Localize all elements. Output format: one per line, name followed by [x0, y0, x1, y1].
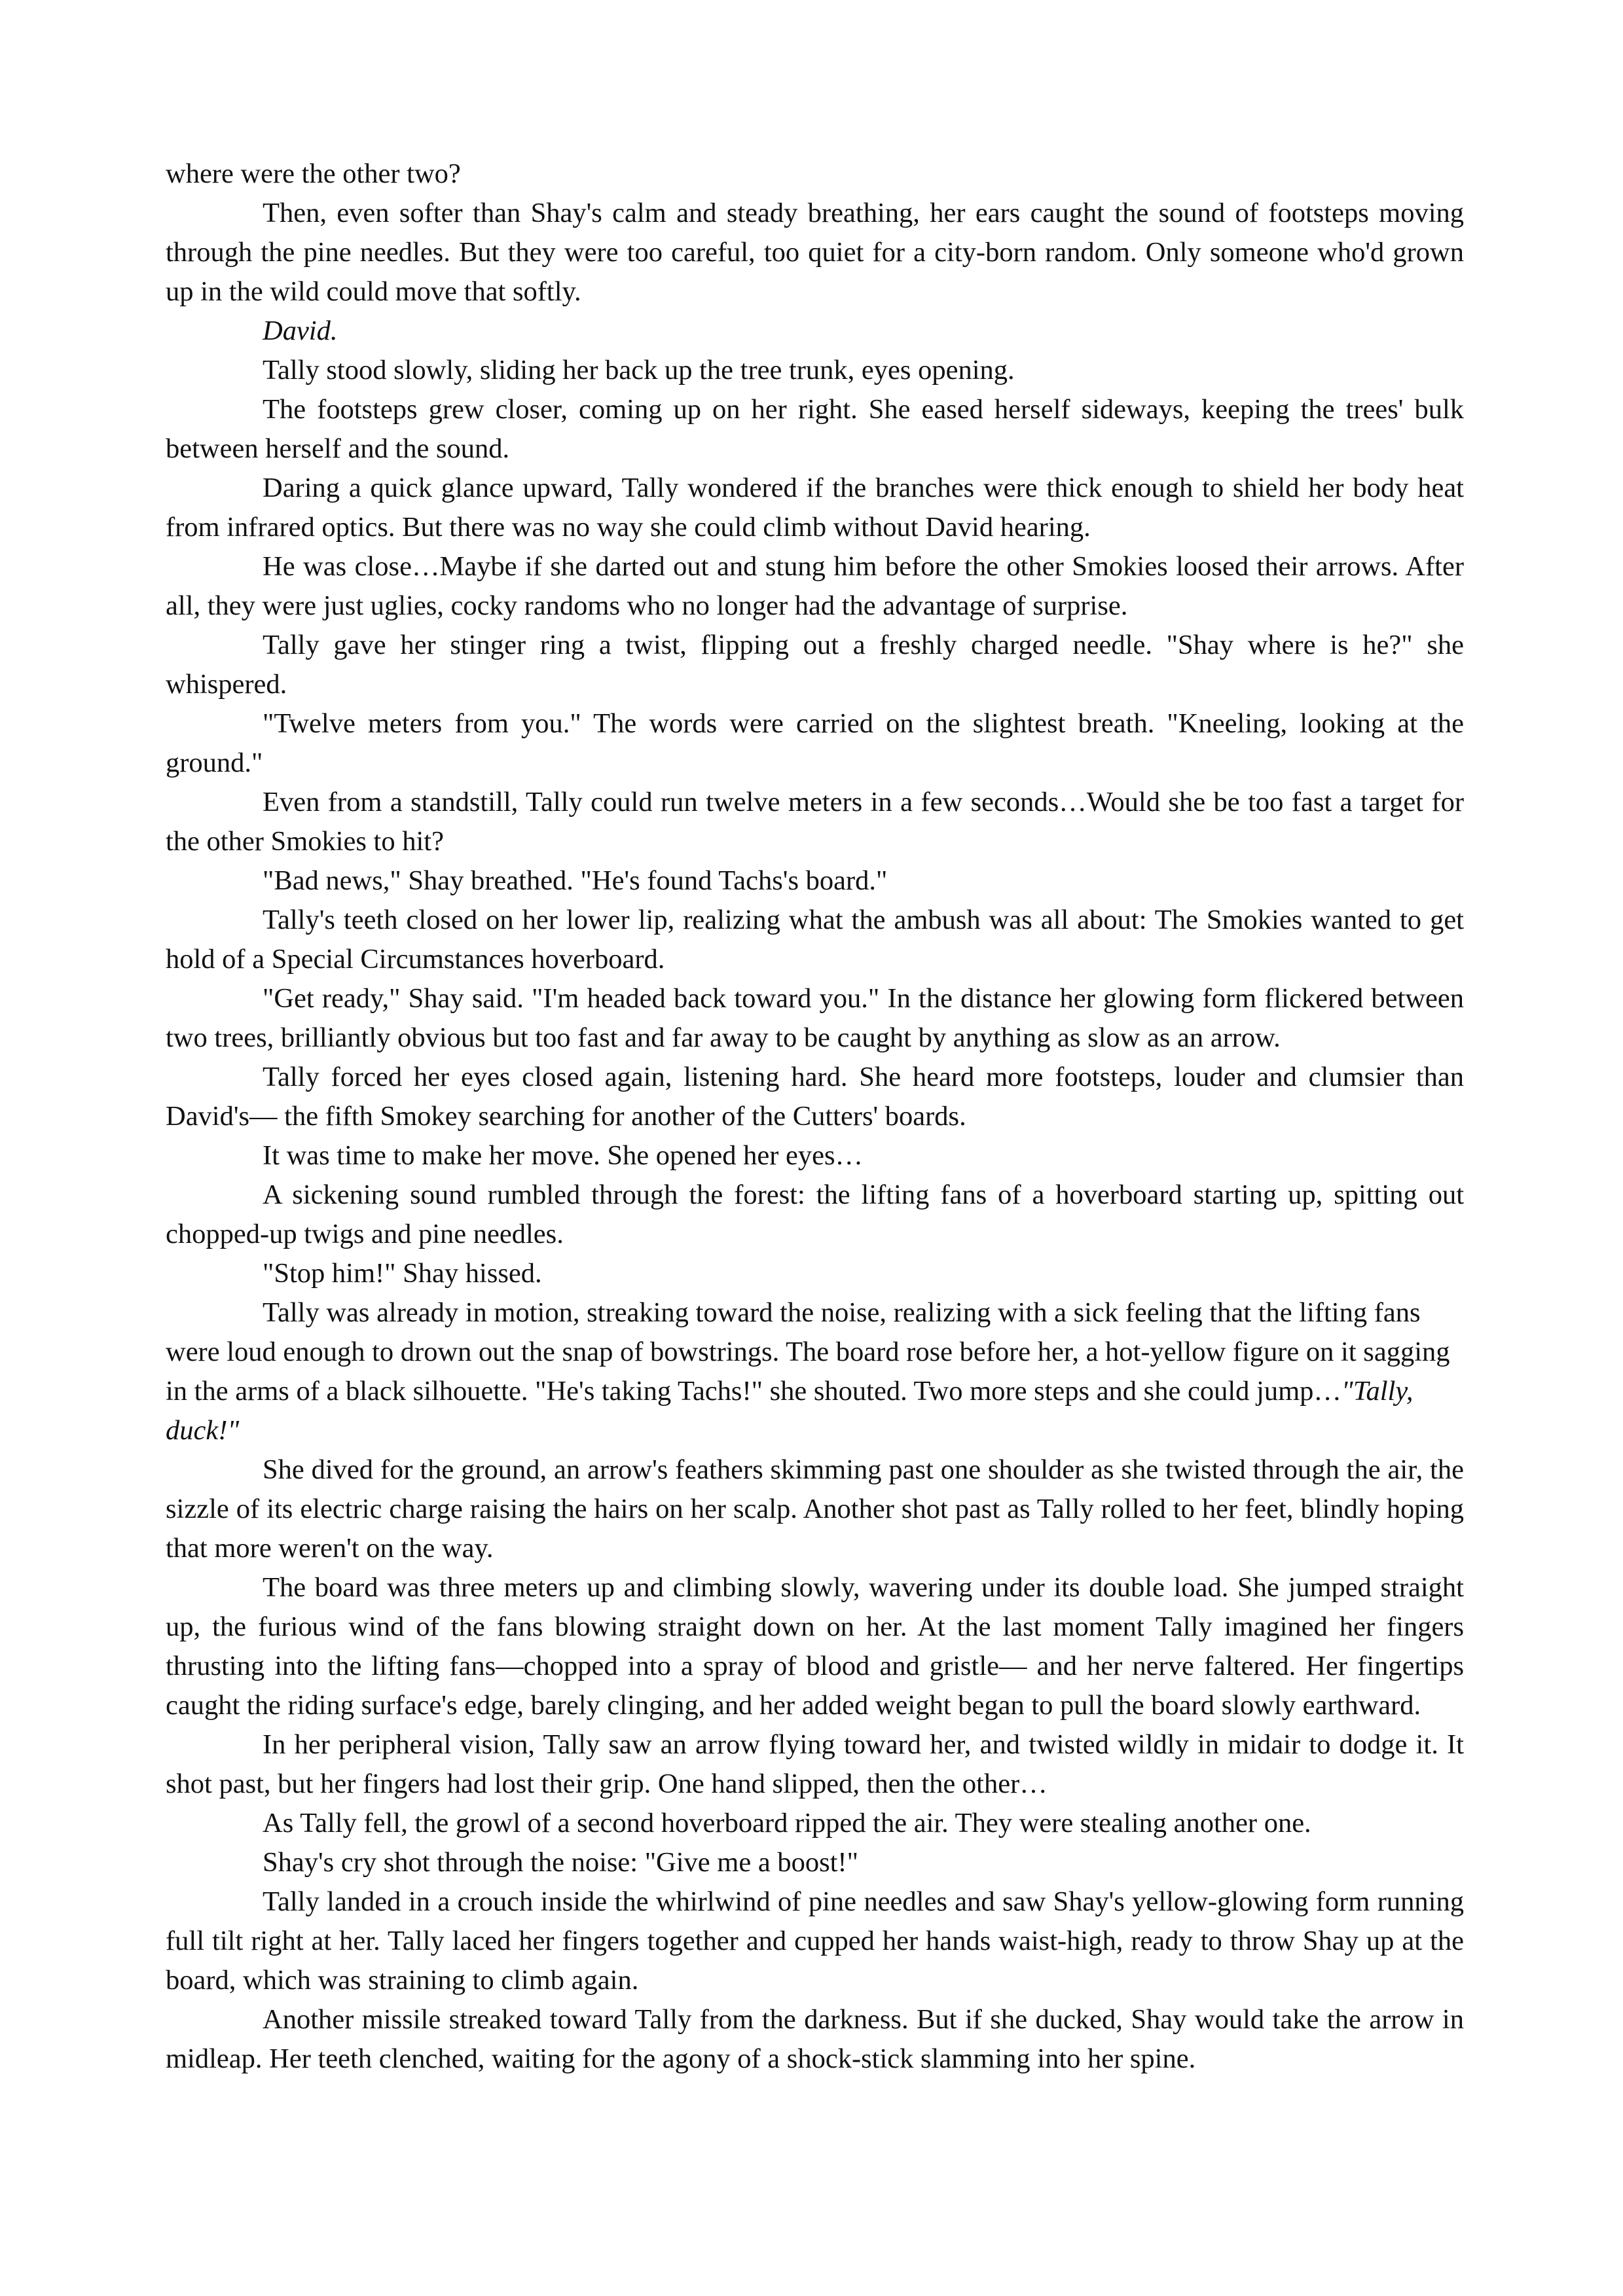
paragraph-4: [166, 351, 1464, 390]
paragraph-15-text: It was time to make her move. She opened her eyes…: [263, 1140, 864, 1171]
paragraph-7-text: He was close…Maybe if she darted out and stung him before the other Smokies loosed their arrows. After all, they were just uglies, cocky randoms who no longer had the advantage of surprise.: [166, 551, 1464, 621]
book-page: [166, 154, 1464, 2079]
paragraph-16: [166, 1175, 1464, 1254]
paragraph-18: [166, 1293, 1464, 1450]
paragraph-3-text: David.: [263, 315, 338, 346]
paragraph-17-text: "Stop him!" Shay hissed.: [263, 1258, 542, 1289]
paragraph-19: [166, 1450, 1464, 1568]
paragraph-24: [166, 1882, 1464, 2000]
paragraph-14: [166, 1058, 1464, 1136]
paragraph-25: [166, 2000, 1464, 2079]
paragraph-23: [166, 1843, 1464, 1882]
paragraph-4-text: Tally stood slowly, sliding her back up the tree trunk, eyes opening.: [263, 355, 1015, 386]
paragraph-22: [166, 1804, 1464, 1843]
paragraph-20: [166, 1568, 1464, 1725]
paragraph-7: [166, 547, 1464, 626]
paragraph-12: [166, 901, 1464, 979]
paragraph-8: [166, 626, 1464, 704]
paragraph-8-text: Tally gave her stinger ring a twist, flipping out a freshly charged needle. "Shay where is he?" she whispered.: [166, 630, 1464, 700]
paragraph-6: [166, 469, 1464, 547]
paragraph-18-italic: "Tally, duck!": [166, 1376, 1413, 1446]
paragraph-2: [166, 194, 1464, 312]
paragraph-9: [166, 704, 1464, 783]
paragraph-10-text: Even from a standstill, Tally could run twelve meters in a few seconds…Would she be too fast a target for the other Smokies to hit?: [166, 787, 1464, 857]
paragraph-1: [166, 154, 1464, 194]
paragraph-15: [166, 1136, 1464, 1175]
paragraph-22-text: As Tally fell, the growl of a second hoverboard ripped the air. They were stealing another one.: [263, 1808, 1311, 1839]
paragraph-13: [166, 979, 1464, 1058]
paragraph-16-text: A sickening sound rumbled through the forest: the lifting fans of a hoverboard starting up, spitting out chopped-up twigs and pine needles.: [166, 1179, 1464, 1249]
paragraph-21: [166, 1725, 1464, 1804]
paragraph-6-text: Daring a quick glance upward, Tally wondered if the branches were thick enough to shield her body heat from infrared optics. But there was no way she could climb without David hearing.: [166, 473, 1464, 543]
paragraph-2-text: Then, even softer than Shay's calm and steady breathing, her ears caught the sound of footsteps moving through the pine needles. But they were too careful, too quiet for a city-born random. Only someone who'd grown up in the wild could move that softly.: [166, 198, 1464, 307]
paragraph-13-text: "Get ready," Shay said. "I'm headed back toward you." In the distance her glowing form flickered between two trees, brilliantly obvious but too fast and far away to be caught by anything as slow as an arrow.: [166, 983, 1464, 1053]
paragraph-11: [166, 861, 1464, 901]
paragraph-14-text: Tally forced her eyes closed again, listening hard. She heard more footsteps, louder and clumsier than David's— the fifth Smokey searching for another of the Cutters' boards.: [166, 1062, 1464, 1132]
paragraph-24-text: Tally landed in a crouch inside the whirlwind of pine needles and saw Shay's yellow-glowing form running full tilt right at her. Tally laced her fingers together and cupped her hands waist-high, ready to throw Shay up at the board, which was straining to climb again.: [166, 1886, 1464, 1996]
paragraph-1-text: where were the other two?: [166, 158, 461, 189]
paragraph-20-text: The board was three meters up and climbing slowly, wavering under its double load. She jumped straight up, the furious wind of the fans blowing straight down on her. At the last moment Tally imagined her fingers thrusting into the lifting fans—chopped into a spray of blood and gristle— and her nerve faltered. Her fingertips caught the riding surface's edge, barely clinging, and her added weight began to pull the board slowly earthward.: [166, 1572, 1464, 1721]
paragraph-3: [166, 312, 1464, 351]
paragraph-25-text: Another missile streaked toward Tally from the darkness. But if she ducked, Shay would take the arrow in midleap. Her teeth clenched, waiting for the agony of a shock-stick slamming into her spine.: [166, 2004, 1464, 2074]
paragraph-18-text: Tally was already in motion, streaking toward the noise, realizing with a sick feeling that the lifting fans were loud enough to drown out the snap of bowstrings. The board rose before her, a hot-yellow figure on it sagging in the arms of a black silhouette. "He's taking Tachs!" she shouted. Two more steps and she could jump…: [166, 1297, 1450, 1407]
paragraph-10: [166, 783, 1464, 861]
paragraph-23-text: Shay's cry shot through the noise: "Give me a boost!": [263, 1847, 858, 1878]
paragraph-9-text: "Twelve meters from you." The words were carried on the slightest breath. "Kneeling, looking at the ground.": [166, 708, 1464, 778]
paragraph-11-text: "Bad news," Shay breathed. "He's found Tachs's board.": [263, 865, 888, 896]
paragraph-12-text: Tally's teeth closed on her lower lip, realizing what the ambush was all about: The Smokies wanted to get hold of a Special Circumstances hoverboard.: [166, 905, 1464, 975]
paragraph-5-text: The footsteps grew closer, coming up on her right. She eased herself sideways, keeping the trees' bulk between herself and the sound.: [166, 394, 1464, 464]
paragraph-19-text: She dived for the ground, an arrow's feathers skimming past one shoulder as she twisted through the air, the sizzle of its electric charge raising the hairs on her scalp. Another shot past as Tally rolled to her feet, blindly hoping that more weren't on the way.: [166, 1454, 1464, 1564]
paragraph-21-text: In her peripheral vision, Tally saw an arrow flying toward her, and twisted wildly in midair to dodge it. It shot past, but her fingers had lost their grip. One hand slipped, then the other…: [166, 1729, 1464, 1799]
paragraph-17: [166, 1254, 1464, 1293]
paragraph-5: [166, 390, 1464, 469]
